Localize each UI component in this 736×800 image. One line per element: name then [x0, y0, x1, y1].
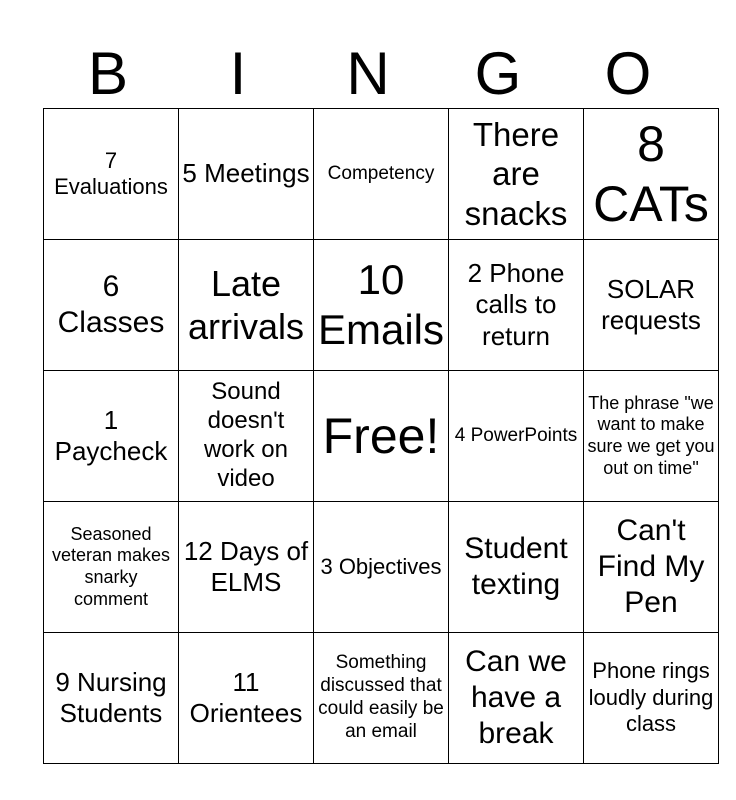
bingo-cell: 3 Objectives [314, 502, 449, 633]
header-letter-b: B [87, 40, 129, 107]
bingo-cell: 7 Evaluations [44, 109, 179, 240]
bingo-cell: Can we have a break [449, 633, 584, 764]
bingo-header [43, 40, 693, 108]
bingo-cell: There are snacks [449, 109, 584, 240]
bingo-cell: 5 Meetings [179, 109, 314, 240]
bingo-cell: Seasoned veteran makes snarky comment [44, 502, 179, 633]
bingo-cell: Student texting [449, 502, 584, 633]
bingo-cell: Sound doesn't work on video [179, 371, 314, 502]
bingo-cell: 8 CATs [584, 109, 719, 240]
bingo-cell: 11 Orientees [179, 633, 314, 764]
bingo-cell: Something discussed that could easily be an email [314, 633, 449, 764]
board-row-3 [44, 371, 719, 502]
bingo-cell: Competency [314, 109, 449, 240]
bingo-cell: Phone rings loudly during class [584, 633, 719, 764]
board-row-2 [44, 240, 719, 371]
header-letter-n: N [346, 40, 390, 107]
bingo-cell: 4 PowerPoints [449, 371, 584, 502]
bingo-cell: 1 Paycheck [44, 371, 179, 502]
bingo-cell: Can't Find My Pen [584, 502, 719, 633]
bingo-cell: 6 Classes [44, 240, 179, 371]
header-letter-o: O [604, 40, 652, 107]
bingo-board [43, 108, 719, 764]
bingo-cell: Late arrivals [179, 240, 314, 371]
header-letter-i: I [229, 40, 247, 107]
bingo-cell: SOLAR requests [584, 240, 719, 371]
bingo-cell: 9 Nursing Students [44, 633, 179, 764]
bingo-cell: 10 Emails [314, 240, 449, 371]
free-space: Free! [314, 371, 449, 502]
bingo-cell: 2 Phone calls to return [449, 240, 584, 371]
bingo-cell: The phrase "we want to make sure we get you out on time" [584, 371, 719, 502]
header-letter-g: G [474, 40, 522, 107]
board-row-4 [44, 502, 719, 633]
board-row-1 [44, 109, 719, 240]
bingo-cell: 12 Days of ELMS [179, 502, 314, 633]
board-row-5 [44, 633, 719, 764]
